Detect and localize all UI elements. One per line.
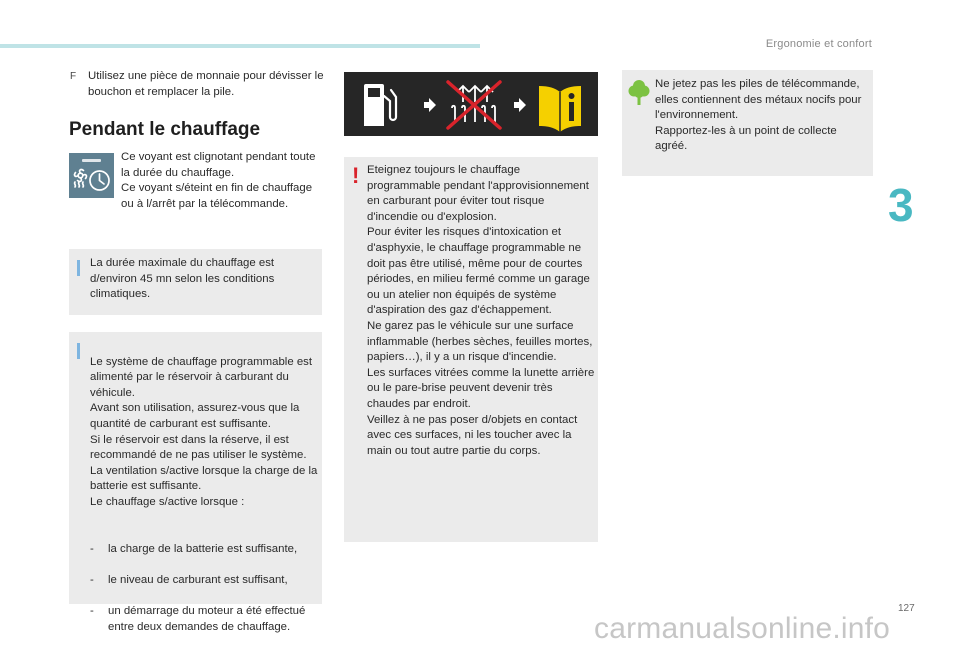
section-title: Ergonomie et confort [765,38,872,50]
arrow-icon [514,98,526,112]
info-box-system [69,332,322,633]
list-item: - le niveau de carburant est suffisant, [90,573,288,586]
safety-pictogram [344,72,598,136]
page-number: 127 [898,603,915,614]
environment-note-text: Ne jetez pas les piles de télécommande, elles contiennent des métaux nocifs pour l'environnement. Rapportez-les à un point de collecte agréé. [655,78,862,153]
chapter-number: 3 [888,179,914,231]
fuel-pump-icon [364,84,396,126]
intro-note-text: Utilisez une pièce de monnaie pour dévisser le bouchon et remplacer la pile. [88,70,324,98]
conditions-list [90,526,320,651]
manual-info-icon [539,86,581,132]
tree-icon [628,78,650,106]
no-heating-icon [448,82,500,128]
info-marker [77,343,80,359]
warning-text: Eteignez toujours le chauffage programmable pendant l'approvisionnement en carburant pour éviter tout risque d'incendie ou d'explosion. Pour éviter les risques d'intoxication et d'asphyxie, le chauffage programmable ne doit pas être utilisé, même pour de courtes périodes, en milieu fermé comme un garage ou un atelier non équipés de système d'aspiration des gaz d'échappement. Ne garez pas le véhicule sur une surface inflammable (herbes sèches, feuilles mortes, papiers…), il y a un risque d'incendie. Les surfaces vitrées comme la lunette arrière ou le pare-brise peuvent devenir très chaudes par endroit. Veillez à ne pas poser d/objets en contact avec ces surfaces, ni les toucher avec la main ou tout autre partie du corps. [367,164,595,457]
intro-note [70,69,330,100]
heating-clock-indicator-icon [69,153,114,198]
section-heading: Pendant le chauffage [69,119,261,140]
warning-icon: ! [352,163,360,188]
list-item: - un démarrage du moteur a été effectué entre deux demandes de chauffage. [90,605,306,633]
list-item: - la charge de la batterie est suffisante, [90,542,298,555]
info-box-system-text: Le système de chauffage programmable est alimenté par le réservoir à carburant du véhicule. Avant son utilisation, assurez-vous que la quantité de carburant est suffisante. Si le réservoir est dans la réserve, il est recommandé de ne pas utiliser le système. La ventilation s/active lorsque la charge de la batterie est suffisante. Le chauffage s/active lorsque : [90,355,318,508]
warning-box [344,157,598,542]
bullet-marker: F [70,71,77,82]
info-box-system-content [90,339,320,666]
info-marker [77,260,80,276]
info-box-duration [69,249,322,315]
indicator-description: Ce voyant est clignotant pendant toute la durée du chauffage. Ce voyant s/éteint en fin de chauffage ou à l/arrêt par la télécommande. [121,151,316,210]
watermark: carmanualsonline.info [594,612,891,645]
header-accent-bar [0,44,480,48]
environment-note [622,70,873,176]
arrow-icon [424,98,436,112]
info-box-duration-text: La durée maximale du chauffage est d/environ 45 mn selon les conditions climatiques. [90,257,275,301]
